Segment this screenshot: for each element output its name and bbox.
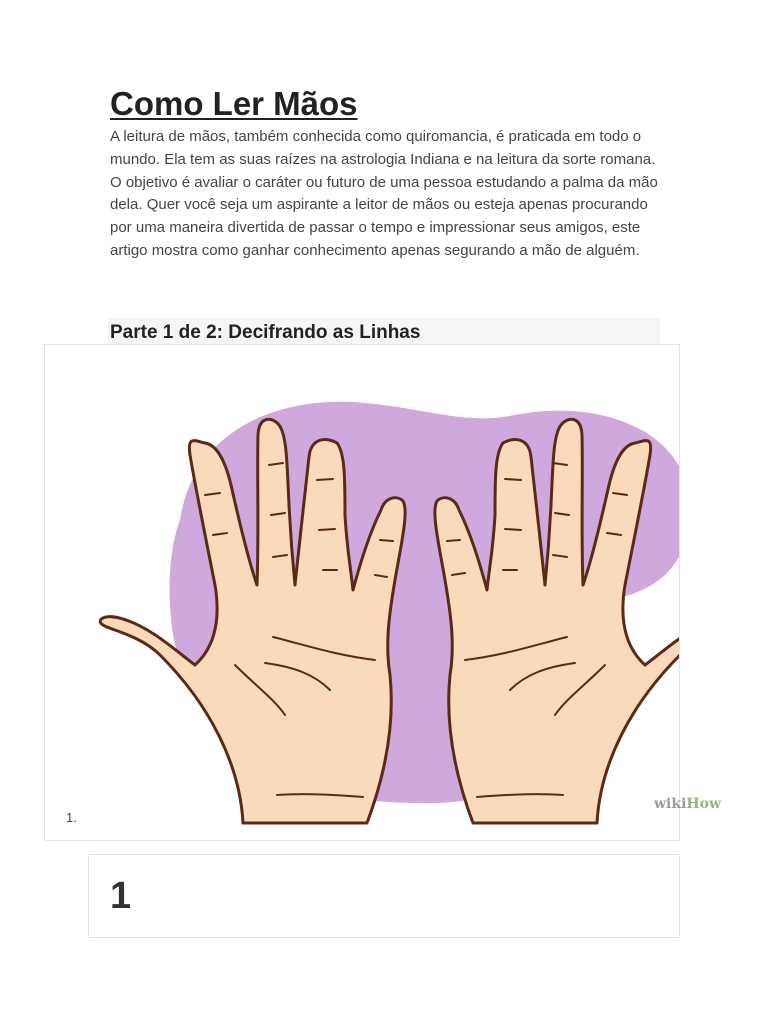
article-intro: A leitura de mãos, também conhecida como quiromancia, é praticada em todo o mundo. Ela tem as suas raízes na astrologia Indiana e na leitura da sorte romana. O objetivo é avaliar o caráter ou futuro de uma pessoa estudando a palma da mão dela. Quer você seja um aspirante a leitor de mãos ou esteja apenas procurando por uma maneira divertida de passar o tempo e impressionar seus amigos, este artigo mostra como ganhar conhecimento apenas segurando a mão de alguém. (110, 128, 658, 259)
article-title: Como Ler Mãos (110, 85, 358, 122)
step-illustration-card (44, 344, 680, 841)
step-number-box (88, 854, 680, 938)
step-number: 1 (110, 875, 132, 917)
hands-illustration (45, 345, 679, 840)
watermark-how: How (686, 796, 722, 812)
step-list-index: 1. (66, 810, 77, 825)
section-title: Parte 1 de 2: Decifrando as Linhas (110, 322, 421, 343)
wikihow-watermark-logo (654, 796, 721, 812)
watermark-wiki: wiki (654, 796, 687, 812)
